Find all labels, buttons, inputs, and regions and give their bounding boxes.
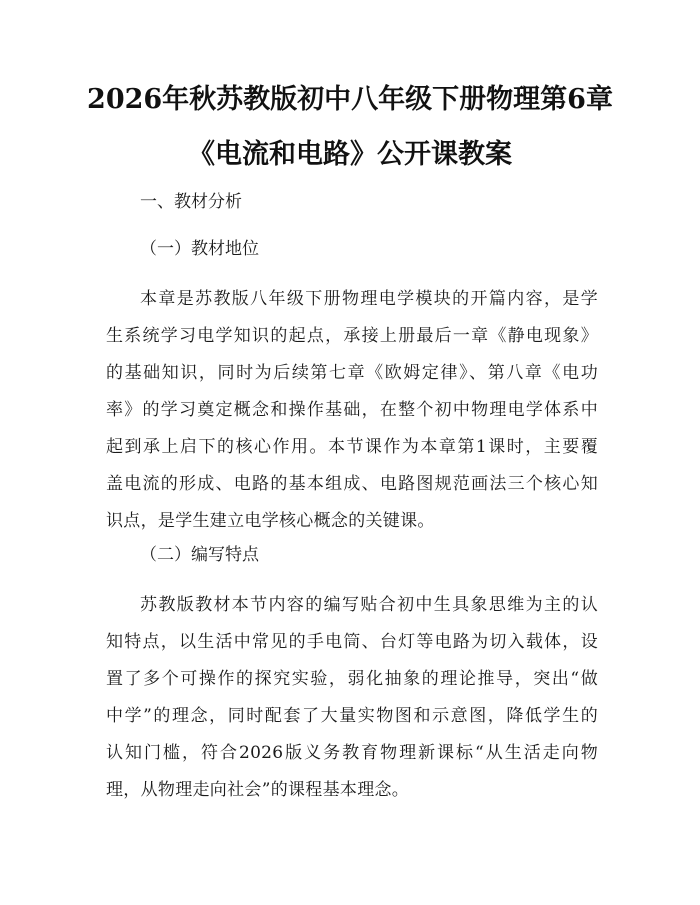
- paragraph-line: 苏教版教材本节内容的编写贴合初中生具象思维为主的认: [140, 595, 598, 615]
- document-title-line-2: 《电流和电路》公开课教案: [188, 139, 512, 170]
- document-title-line-1: 2026年秋苏教版初中八年级下册物理第6章: [87, 84, 613, 115]
- subsection-heading-textbook-position: （一）教材地位: [140, 239, 259, 259]
- paragraph-line: 率》的学习奠定概念和操作基础，在整个初中物理电学体系中: [106, 400, 598, 420]
- paragraph-line: 本章是苏教版八年级下册物理电学模块的开篇内容，是学: [140, 289, 598, 309]
- paragraph-line: 的基础知识，同时为后续第七章《欧姆定律》、第八章《电功: [106, 363, 598, 383]
- paragraph-line: 中学”的理念，同时配套了大量实物图和示意图，降低学生的: [106, 706, 598, 726]
- paragraph-line: 识点，是学生建立电学核心概念的关键课。: [106, 511, 435, 531]
- paragraph-line: 生系统学习电学知识的起点，承接上册最后一章《静电现象》: [106, 326, 598, 346]
- section-heading-textbook-analysis: 一、教材分析: [140, 192, 242, 212]
- subsection-heading-writing-features: （二）编写特点: [140, 545, 259, 565]
- paragraph-line: 起到承上启下的核心作用。本节课作为本章第1课时，主要覆: [106, 437, 598, 457]
- paragraph-textbook-position: [106, 284, 598, 543]
- paragraph-line: 认知门槛，符合2026版义务教育物理新课标“从生活走向物: [106, 743, 598, 763]
- paragraph-line: 盖电流的形成、电路的基本组成、电路图规范画法三个核心知: [106, 474, 598, 494]
- paragraph-line: 理，从物理走向社会”的课程基本理念。: [106, 780, 410, 800]
- paragraph-line: 置了多个可操作的探究实验，弱化抽象的理论推导，突出“做: [106, 669, 598, 689]
- paragraph-writing-features: [106, 590, 598, 812]
- paragraph-line: 知特点，以生活中常见的手电筒、台灯等电路为切入载体，设: [106, 632, 598, 652]
